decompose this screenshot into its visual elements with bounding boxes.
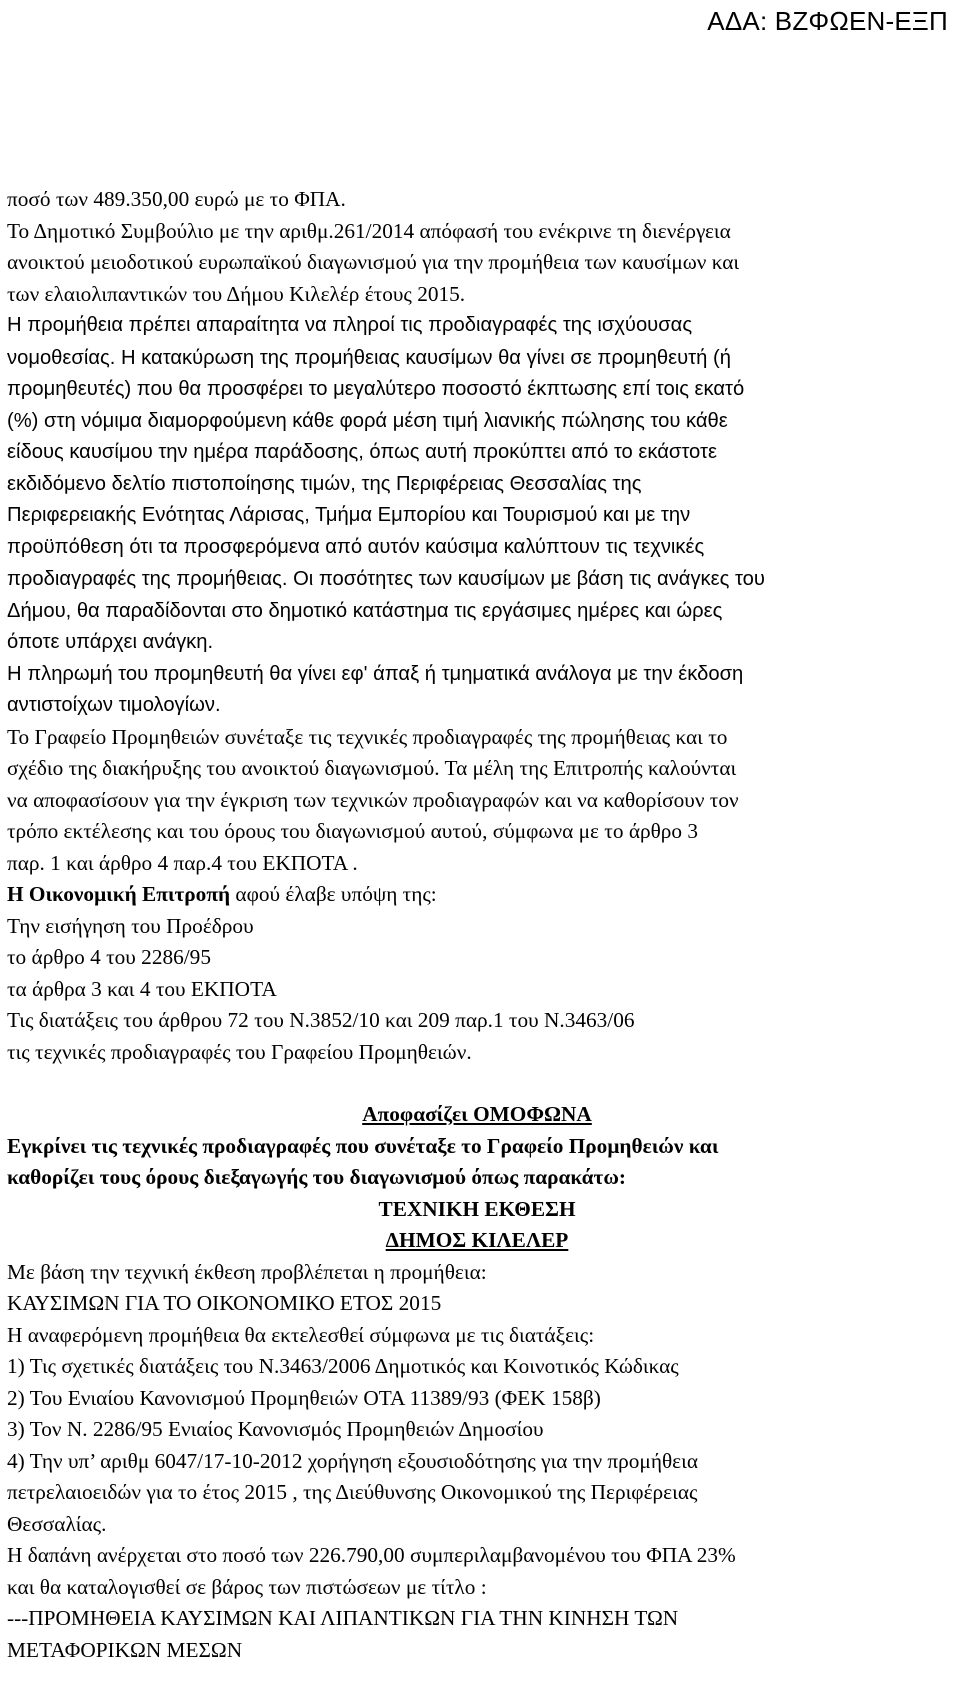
- consideration-item: τις τεχνικές προδιαγραφές του Γραφείου Προμηθειών.: [7, 1039, 472, 1064]
- text-line: Περιφερειακής Ενότητας Λάρισας, Τμήμα Εμπορίου και Τουρισμού και με την: [7, 504, 691, 526]
- text-line: να αποφασίσουν για την έγκριση των τεχνικών προδιαγραφών και να καθορίσουν τον: [7, 787, 739, 812]
- report-line: ΜΕΤΑΦΟΡΙΚΩΝ ΜΕΣΩΝ: [7, 1637, 243, 1662]
- text-line: Η προμήθεια πρέπει απαραίτητα να πληροί τις προδιαγραφές της ισχύουσας: [7, 314, 693, 336]
- decision-text: καθορίζει τους όρους διεξαγωγής του διαγωνισμού όπως παρακάτω:: [7, 1165, 627, 1189]
- text-line: εκδιδόμενο δελτίο πιστοποίησης τιμών, της Περιφέρειας Θεσσαλίας της: [7, 472, 642, 495]
- report-line: Με βάση την τεχνική έκθεση προβλέπεται η προμήθεια:: [7, 1259, 487, 1284]
- report-line: και θα καταλογισθεί σε βάρος των πιστώσεων με τίτλο :: [7, 1574, 487, 1599]
- text-line: (%) στη νόμιμα διαμορφούμενη κάθε φορά μέση τιμή λιανικής πώλησης του κάθε: [7, 409, 728, 432]
- text-line: σχέδιο της διακήρυξης του ανοικτού διαγωνισμού. Τα μέλη της Επιτροπής καλούνται: [7, 756, 737, 780]
- text-line: ποσό των 489.350,00 ευρώ με το ΦΠΑ.: [7, 187, 346, 211]
- report-line: 2) Του Ενιαίου Κανονισμού Προμηθειών ΟΤΑ 11389/93 (ΦΕΚ 158β): [7, 1385, 601, 1410]
- spacer: [7, 1068, 947, 1099]
- committee-name: Η Οικονομική Επιτροπή: [7, 882, 231, 906]
- text-fragment: Οι ποσότητες των καυσίμων με βάση τις ανάγκες του: [287, 568, 765, 590]
- consideration-item: Την εισήγηση του Προέδρου: [7, 913, 254, 938]
- text-line: Το Γραφείο Προμηθειών συνέταξε τις τεχνικές προδιαγραφές της προμήθειας και το: [7, 724, 728, 749]
- text-line: όποτε υπάρχει ανάγκη.: [7, 631, 214, 653]
- text-line: [7, 563, 947, 596]
- document-body: [7, 184, 947, 1666]
- consideration-item: τα άρθρα 3 και 4 του ΕΚΠΟΤΑ: [7, 976, 277, 1001]
- report-line: Η δαπάνη ανέρχεται στο ποσό των 226.790,00 συμπεριλαμβανομένου του ΦΠΑ 23%: [7, 1543, 736, 1567]
- report-line: ---ΠΡΟΜΗΘΕΙΑ ΚΑΥΣΙΜΩΝ ΚΑΙ ΛΙΠΑΝΤΙΚΩΝ ΓΙΑ ΤΗΝ ΚΙΝΗΣΗ ΤΩΝ: [7, 1606, 679, 1630]
- committee-rest: αφού έλαβε υπόψη της:: [230, 882, 437, 906]
- municipality-title: ΔΗΜΟΣ ΚΙΛΕΛΕΡ: [385, 1228, 569, 1252]
- report-title: ΤΕΧΝΙΚΗ ΕΚΘΕΣΗ: [378, 1196, 576, 1221]
- text-fragment: Η κατακύρωση της προμήθειας καυσίμων θα γίνει σε προμηθευτή (ή: [115, 346, 731, 369]
- consideration-item: το άρθρο 4 του 2286/95: [7, 945, 211, 969]
- decision-title: Αποφασίζει ΟΜΟΦΩΝΑ: [362, 1102, 592, 1126]
- text-line: είδους καυσίμου την ημέρα παράδοσης, όπως αυτή προκύπτει από το εκάστοτε: [7, 441, 717, 463]
- text-line: προμηθευτές) που θα προσφέρει το μεγαλύτερο ποσοστό έκπτωσης επί τοις εκατό: [7, 378, 745, 400]
- report-line: Θεσσαλίας.: [7, 1511, 107, 1536]
- text-line: προϋπόθεση ότι τα προσφερόμενα από αυτόν καύσιμα καλύπτουν τις τεχνικές: [7, 535, 705, 558]
- text-line: Η πληρωμή του προμηθευτή θα γίνει εφ' άπαξ ή τμηματικά ανάλογα με την έκδοση: [7, 662, 744, 685]
- text-line: παρ. 1 και άρθρο 4 παρ.4 του ΕΚΠΟΤΑ .: [7, 850, 358, 875]
- report-line: ΚΑΥΣΙΜΩΝ ΓΙΑ ΤΟ ΟΙΚΟΝΟΜΙΚΟ ΕΤΟΣ 2015: [7, 1291, 442, 1315]
- text-fragment: νομοθεσίας.: [7, 346, 116, 369]
- text-line: Το Δημοτικό Συμβούλιο με την αριθμ.261/2014 απόφασή του ενέκρινε τη διενέργεια: [7, 218, 731, 243]
- ada-header-code: ΑΔΑ: ΒΖΦΩΕΝ-ΕΞΠ: [707, 6, 948, 36]
- text-line: αντιστοίχων τιμολογίων.: [7, 694, 221, 716]
- report-line: 4) Την υπ’ αριθμ 6047/17-10-2012 χορήγηση εξουσιοδότησης για την προμήθεια: [7, 1448, 699, 1473]
- consideration-item: Τις διατάξεις του άρθρου 72 του Ν.3852/10 και 209 παρ.1 του Ν.3463/06: [7, 1008, 635, 1032]
- text-line: Δήμου, θα παραδίδονται στο δημοτικό κατάστημα τις εργάσιμες ημέρες και ώρες: [7, 599, 723, 622]
- text-line: [7, 342, 947, 375]
- text-line: τρόπο εκτέλεσης και του όρους του διαγωνισμού αυτού, σύμφωνα με το άρθρο 3: [7, 819, 699, 843]
- report-line: πετρελαιοειδών για το έτος 2015 , της Διεύθυνσης Οικονομικού της Περιφέρειας: [7, 1480, 698, 1504]
- report-line: Η αναφερόμενη προμήθεια θα εκτελεσθεί σύμφωνα με τις διατάξεις:: [7, 1322, 595, 1347]
- committee-line: [7, 879, 947, 911]
- text-fragment: προδιαγραφές της προμήθειας.: [7, 568, 288, 590]
- report-line: 1) Τις σχετικές διατάξεις του Ν.3463/2006 Δημοτικός και Κοινοτικός Κώδικας: [7, 1354, 679, 1378]
- report-line: 3) Τον Ν. 2286/95 Ενιαίος Κανονισμός Προμηθειών Δημοσίου: [7, 1417, 544, 1441]
- text-line: ανοικτού μειοδοτικού ευρωπαϊκού διαγωνισμού για την προμήθεια των καυσίμων και: [7, 250, 740, 274]
- decision-text: Εγκρίνει τις τεχνικές προδιαγραφές που συνέταξε το Γραφείο Προμηθειών και: [7, 1133, 719, 1158]
- text-line: των ελαιολιπαντικών του Δήμου Κιλελέρ έτους 2015.: [7, 281, 466, 306]
